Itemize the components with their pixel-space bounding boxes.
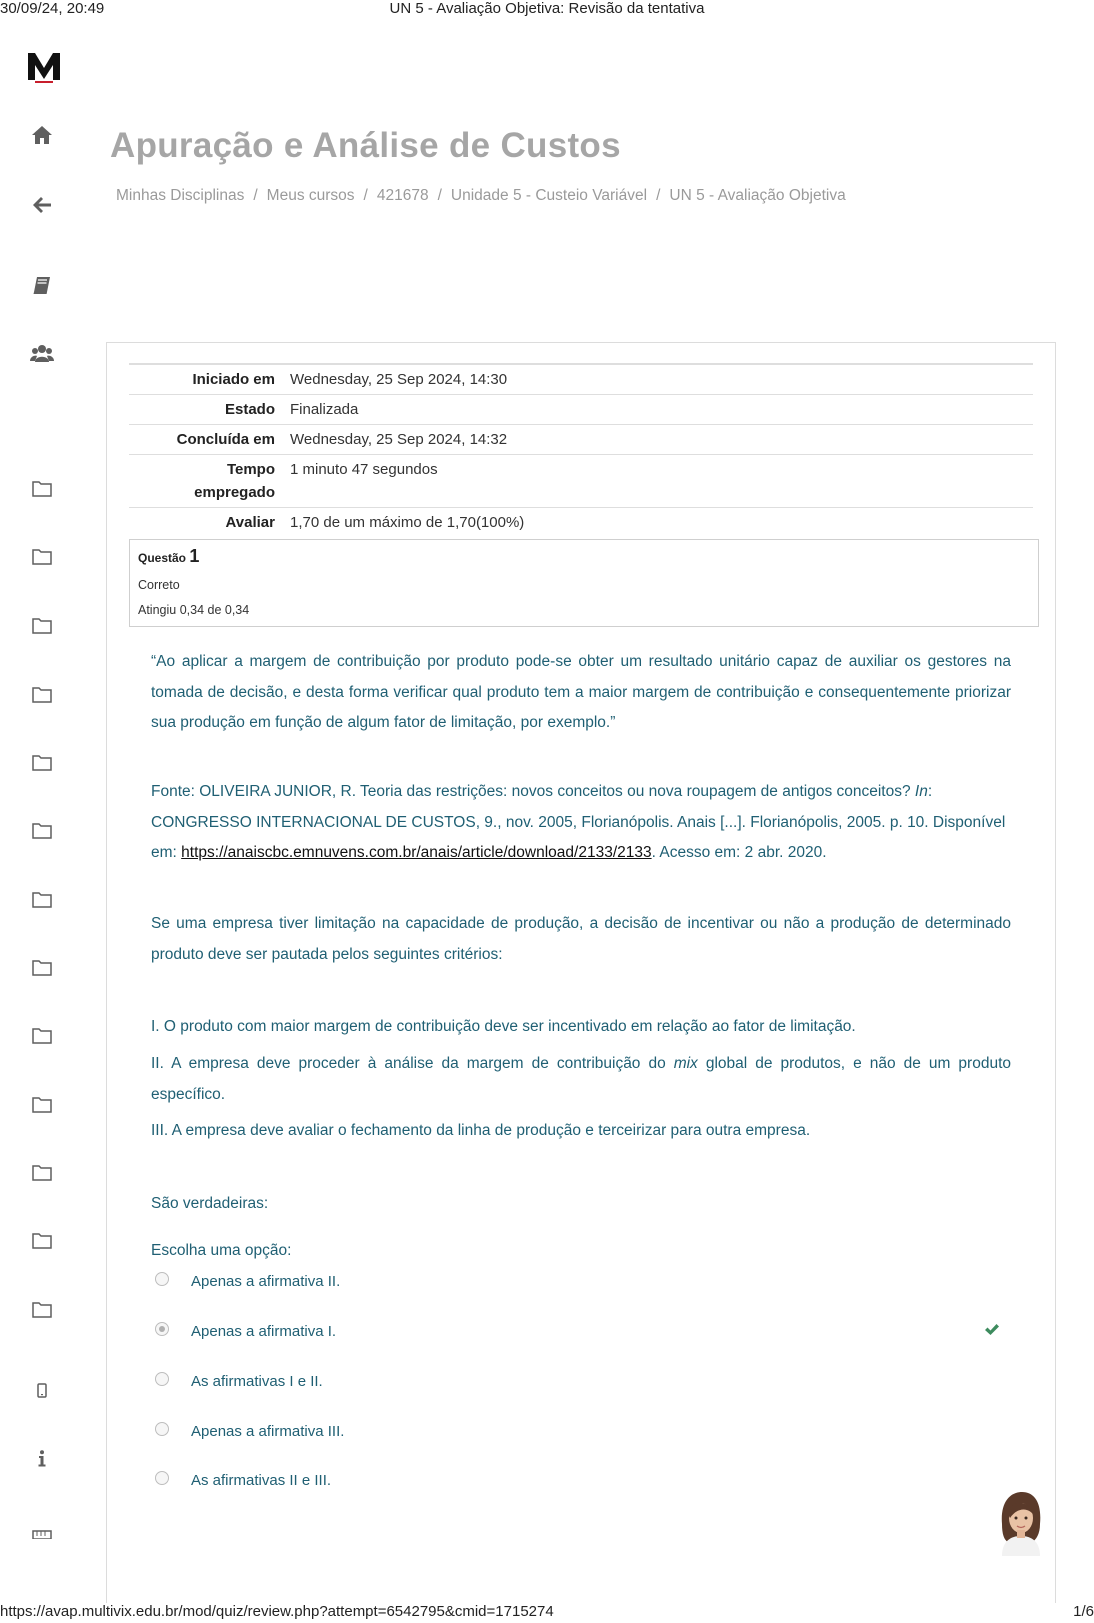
calendar-icon[interactable] bbox=[28, 1522, 56, 1546]
print-date: 30/09/24, 20:49 bbox=[0, 0, 105, 17]
folder-icon[interactable] bbox=[28, 818, 56, 842]
print-page-number: 1/6 bbox=[1073, 1603, 1094, 1620]
source-text: . Acesso em: 2 abr. 2020. bbox=[651, 844, 827, 861]
folder-icon[interactable] bbox=[28, 682, 56, 706]
radio-button[interactable] bbox=[155, 1272, 169, 1286]
print-document-title: UN 5 - Avaliação Objetiva: Revisão da tentativa bbox=[389, 0, 705, 17]
statement-text: global de produtos, e não de um produto específico. bbox=[151, 1055, 1011, 1103]
summary-label: Avaliar bbox=[225, 514, 275, 531]
assistant-avatar[interactable] bbox=[996, 1490, 1044, 1556]
users-icon[interactable] bbox=[28, 341, 56, 365]
answer-option[interactable] bbox=[155, 1472, 331, 1489]
question-source bbox=[151, 777, 1011, 869]
folder-icon[interactable] bbox=[28, 955, 56, 979]
question-label: Questão bbox=[138, 551, 187, 565]
breadcrumb-separator: / bbox=[253, 187, 258, 204]
summary-label: Estado bbox=[224, 401, 275, 418]
answer-label: As afirmativas II e III. bbox=[191, 1472, 332, 1489]
statement-text: II. A empresa deve proceder à análise da margem de contribuição do bbox=[151, 1055, 674, 1072]
info-icon[interactable] bbox=[28, 1446, 56, 1470]
statement-1: I. O produto com maior margem de contribuição deve ser incentivado em relação ao fator de limitação. bbox=[151, 1018, 856, 1035]
breadcrumb bbox=[116, 187, 846, 205]
folder-icon[interactable] bbox=[28, 1228, 56, 1252]
breadcrumb-separator: / bbox=[363, 187, 368, 204]
print-url: https://avap.multivix.edu.br/mod/quiz/review.php?attempt=6542795&cmid=1715274 bbox=[0, 1603, 554, 1620]
question-number bbox=[138, 546, 199, 567]
folder-icon[interactable] bbox=[28, 1160, 56, 1184]
print-header bbox=[0, 0, 1094, 18]
folder-icon[interactable] bbox=[28, 613, 56, 637]
folder-icon[interactable] bbox=[28, 750, 56, 774]
breadcrumb-item-avaliacao[interactable]: UN 5 - Avaliação Objetiva bbox=[669, 187, 846, 204]
radio-button-checked[interactable] bbox=[155, 1322, 169, 1336]
print-footer bbox=[0, 1601, 1094, 1623]
breadcrumb-item-course-id[interactable]: 421678 bbox=[376, 187, 429, 204]
folder-icon[interactable] bbox=[28, 1297, 56, 1321]
breadcrumb-separator: / bbox=[656, 187, 661, 204]
breadcrumb-separator: / bbox=[437, 187, 442, 204]
radio-button[interactable] bbox=[155, 1422, 169, 1436]
quiz-review-region bbox=[106, 342, 1056, 1603]
question-prompt: São verdadeiras: bbox=[151, 1195, 269, 1212]
answer-label: Apenas a afirmativa I. bbox=[191, 1323, 337, 1340]
sidebar-nav bbox=[0, 30, 84, 1590]
statement-3: III. A empresa deve avaliar o fechamento da linha de produção e terceirizar para outra empresa. bbox=[151, 1122, 811, 1139]
source-in: In bbox=[914, 783, 928, 800]
summary-value: 1,70 de um máximo de 1,70(100%) bbox=[290, 514, 525, 531]
summary-row-time bbox=[129, 455, 1033, 508]
summary-label-line: Tempo bbox=[226, 461, 275, 478]
radio-button[interactable] bbox=[155, 1471, 169, 1485]
folder-icon[interactable] bbox=[28, 887, 56, 911]
summary-row-state bbox=[129, 395, 1033, 425]
answer-option[interactable] bbox=[155, 1273, 340, 1290]
question-mark: Atingiu 0,34 de 0,34 bbox=[138, 603, 250, 617]
breadcrumb-item-meus-cursos[interactable]: Meus cursos bbox=[266, 187, 355, 204]
summary-label: Iniciado em bbox=[192, 371, 275, 388]
summary-value: 1 minuto 47 segundos bbox=[290, 461, 438, 478]
summary-label: Concluída em bbox=[176, 431, 275, 448]
answer-option[interactable] bbox=[155, 1373, 323, 1390]
question-scenario: Se uma empresa tiver limitação na capacidade de produção, a decisão de incentivar ou não a produção de determinado produto deve ser pautada pelos seguintes critérios: bbox=[151, 915, 1011, 963]
answer-label: Apenas a afirmativa III. bbox=[191, 1423, 345, 1440]
site-logo[interactable] bbox=[27, 50, 61, 84]
source-text: : CONGRESSO INTERNACIONAL DE CUSTOS, 9., nov. 2005, Florianópolis. Anais [...]. Florianópolis, 2005. p. 10. Disponível em: bbox=[151, 783, 1006, 861]
summary-row-started bbox=[129, 364, 1033, 395]
correct-check-icon bbox=[984, 1323, 1000, 1341]
question-number-value: 1 bbox=[189, 546, 200, 566]
summary-label bbox=[129, 455, 290, 508]
answer-option[interactable] bbox=[155, 1423, 344, 1440]
statement-mix: mix bbox=[673, 1055, 698, 1072]
answer-label: Apenas a afirmativa II. bbox=[191, 1273, 341, 1290]
question-quote: “Ao aplicar a margem de contribuição por produto pode-se obter um resultado unitário capaz de auxiliar os gestores na tomada de decisão, e desta forma verificar qual produto tem a maior margem de contribuição e consequentemente priorizar sua produção em função de algum fator de limitação, por exemplo.” bbox=[151, 653, 1011, 731]
summary-row-grade bbox=[129, 508, 1033, 538]
source-text: Fonte: OLIVEIRA JUNIOR, R. Teoria das restrições: novos conceitos ou nova roupagem de antigos conceitos? bbox=[151, 783, 915, 800]
book-icon[interactable] bbox=[28, 273, 56, 297]
question-info-box bbox=[129, 539, 1039, 627]
attempt-summary-table bbox=[129, 363, 1033, 537]
breadcrumb-item-unidade[interactable]: Unidade 5 - Custeio Variável bbox=[450, 187, 648, 204]
statement-2 bbox=[151, 1049, 1011, 1110]
course-title: Apuração e Análise de Custos bbox=[110, 126, 621, 165]
summary-label-line: empregado bbox=[194, 484, 275, 501]
summary-value: Wednesday, 25 Sep 2024, 14:30 bbox=[290, 371, 508, 388]
question-state: Correto bbox=[138, 578, 180, 592]
answer-option-selected[interactable] bbox=[155, 1323, 336, 1340]
breadcrumb-item-minhas-disciplinas[interactable]: Minhas Disciplinas bbox=[116, 187, 245, 204]
home-icon[interactable] bbox=[28, 123, 56, 147]
folder-icon[interactable] bbox=[28, 544, 56, 568]
folder-icon[interactable] bbox=[28, 1092, 56, 1116]
folder-icon[interactable] bbox=[28, 476, 56, 500]
back-arrow-icon[interactable] bbox=[28, 193, 56, 217]
source-link[interactable]: https://anaiscbc.emnuvens.com.br/anais/article/download/2133/2133 bbox=[181, 844, 652, 861]
summary-row-completed bbox=[129, 425, 1033, 455]
summary-value: Wednesday, 25 Sep 2024, 14:32 bbox=[290, 431, 508, 448]
choose-option-label: Escolha uma opção: bbox=[151, 1242, 292, 1259]
radio-button[interactable] bbox=[155, 1372, 169, 1386]
folder-icon[interactable] bbox=[28, 1023, 56, 1047]
mobile-icon[interactable] bbox=[28, 1378, 56, 1402]
answer-label: As afirmativas I e II. bbox=[191, 1373, 323, 1390]
summary-value: Finalizada bbox=[290, 401, 359, 418]
